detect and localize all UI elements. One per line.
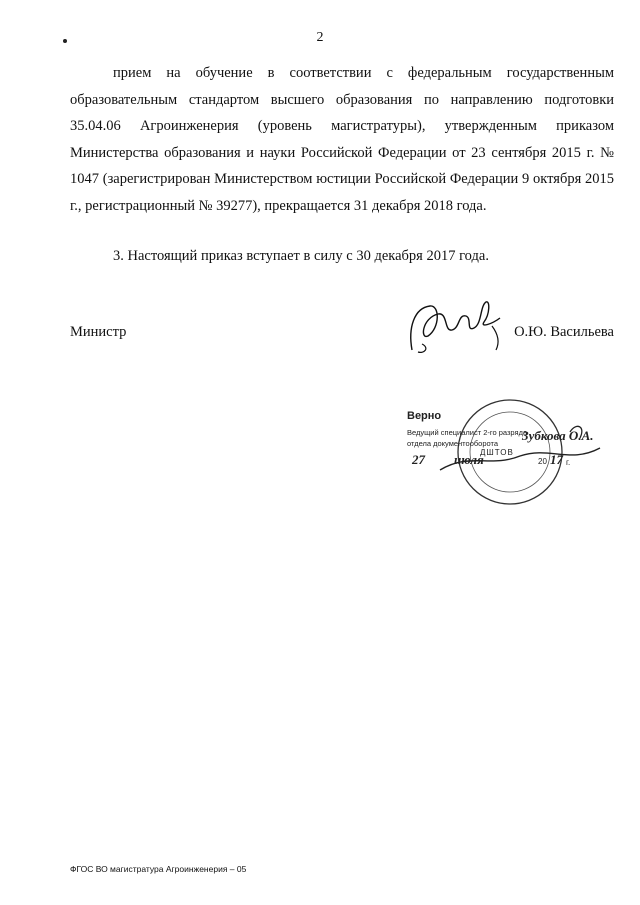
footer: ФГОС ВО магистратура Агроинженерия – 05 bbox=[70, 864, 247, 874]
paragraph-3 bbox=[70, 243, 614, 269]
signature-role: Министр bbox=[70, 324, 127, 340]
stamp-day: 27 bbox=[412, 452, 425, 467]
paragraph-3-text: 3. Настоящий приказ вступает в силу с 30 декабря 2017 года. bbox=[113, 248, 489, 264]
stamp-signer: Зубкова О.А. bbox=[522, 428, 594, 443]
stamp-position-line: Ведущий специалист 2-го разряда bbox=[407, 428, 528, 437]
handwritten-signature bbox=[400, 288, 510, 368]
signature-name: О.Ю. Васильева bbox=[514, 324, 614, 340]
page-number: 2 bbox=[316, 30, 324, 45]
stamp-department-line: отдела документооборота bbox=[407, 439, 499, 448]
stamp-g: г. bbox=[566, 458, 571, 467]
certification-stamp bbox=[400, 392, 615, 507]
stamp-dept-code: ДШТОВ bbox=[480, 448, 514, 457]
stamp-year-end: 17 bbox=[550, 452, 563, 467]
stamp-month: июля bbox=[454, 452, 484, 467]
stamp-verno: Верно bbox=[407, 410, 442, 422]
body-paragraph-continuation bbox=[70, 60, 614, 219]
paragraph-text: прием на обучение в соответствии с федеральным государственным образовательным стандартом высшего образования по направлению подготовки 35.04.06 Агроинженерия (уровень магистратуры), утвержденным приказом Министерства образования и науки Российской Федерации от 23 сентября 2015 г. № 1047 (зарегистрирован Министерством юстиции Российской Федерации 9 октября 2015 г., регистрационный № 39277), прекращается 31 декабря 2018 года. bbox=[70, 65, 614, 214]
stamp-year-prefix: 20 bbox=[538, 457, 547, 466]
